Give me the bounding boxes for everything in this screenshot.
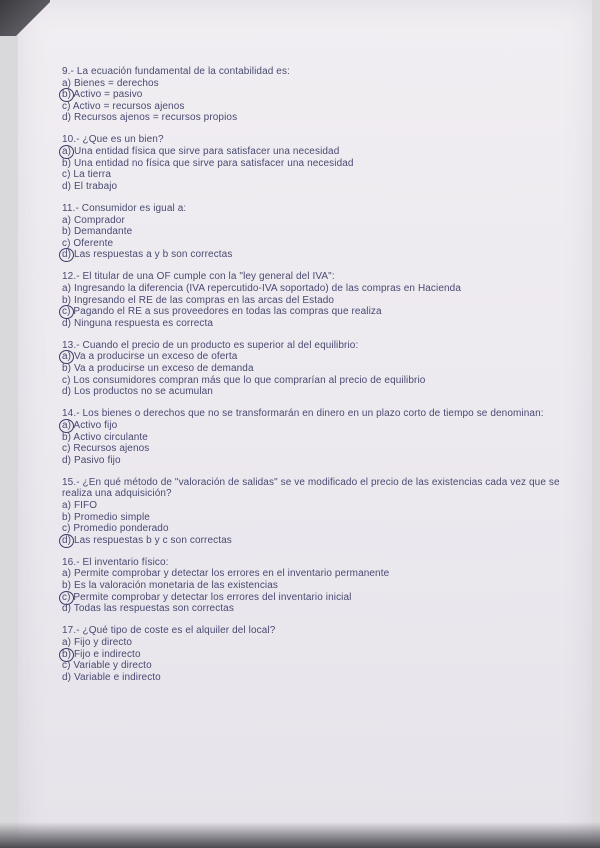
option-d: d) El trabajo [62,180,118,192]
question-text: 12.- El titular de una OF cumple con la "ley general del IVA": [62,271,335,283]
question-text: 9.- La ecuación fundamental de la contabilidad es: [62,66,290,77]
option-d: d) Todas las respuestas son correctas [62,603,234,615]
question-15 [62,477,570,547]
question-11 [62,203,570,261]
question-13 [62,340,570,398]
question-text: 10.- ¿Que es un bien? [62,134,164,146]
option-a: a) Fijo y directo [62,636,133,648]
option-d: d) Recursos ajenos = recursos propios [62,112,238,124]
bottom-edge-shadow [0,822,600,848]
option-d: d) Pasivo fijo [62,454,121,466]
question-17 [62,625,570,683]
option-b: b) Es la valoración monetaria de las existencias [62,580,279,592]
option-a-circled: a) Activo fijo [62,420,570,432]
option-b: b) Ingresando el RE de las compras en las arcas del Estado [62,294,335,306]
option-c: c) Promedio ponderado [62,523,169,535]
question-10 [62,134,570,192]
question-9 [62,66,570,124]
option-b-circled: b) Fijo e indirecto [62,649,570,661]
option-d: d) Los productos no se acumulan [62,386,213,398]
option-c: c) Activo = recursos ajenos [62,100,185,112]
option-a-circled: a) Va a producirse un exceso de oferta [62,351,570,363]
option-a: a) FIFO [62,500,98,511]
question-16 [62,557,570,615]
option-c: c) La tierra [62,169,111,181]
option-c: c) Oferente [62,237,114,249]
question-text: 14.- Los bienes o derechos que no se transformarán en dinero en un plazo corto de tiempo se denominan: [62,408,544,420]
option-b: b) Va a producirse un exceso de demanda [62,363,254,375]
option-c: c) Variable y directo [62,660,152,672]
question-14 [62,408,570,466]
option-b-circled: b) Activo = pasivo [62,89,570,101]
option-b: b) Promedio simple [62,511,150,523]
question-text: 16.- El inventario físico: [62,556,169,568]
option-b: b) Demandante [62,226,133,238]
option-b: b) Activo circulante [62,431,148,443]
exam-content [62,66,570,694]
question-text: 11.- Consumidor es igual a: [62,202,187,214]
option-c-circled: c) Permite comprobar y detectar los errores del inventario inicial [62,592,570,604]
question-text: 13.- Cuando el precio de un producto es superior al del equilibrio: [62,339,359,351]
option-d: d) Ninguna respuesta es correcta [62,317,214,329]
option-a: a) Bienes = derechos [62,77,159,89]
option-d: d) Variable e indirecto [62,671,161,683]
option-c-circled: c) Pagando el RE a sus proveedores en todas las compras que realiza [62,306,570,318]
option-a-circled: a) Una entidad física que sirve para satisfacer una necesidad [62,146,570,158]
option-a: a) Permite comprobar y detectar los errores en el inventario permanente [62,568,390,580]
option-c: c) Recursos ajenos [62,443,150,455]
option-a: a) Comprador [62,214,125,226]
option-a: a) Ingresando la diferencia (IVA repercutido-IVA soportado) de las compras en Hacienda [62,283,462,294]
question-12 [62,271,570,329]
option-d-circled: d) Las respuestas b y c son correctas [62,535,570,547]
option-c: c) Los consumidores compran más que lo que comprarían al precio de equilibrio [62,374,426,386]
page-corner-shadow [0,0,50,36]
question-text: 15.- ¿En qué método de "valoración de salidas" se ve modificado el precio de las existencias cada vez que se realiza una adquisición? [62,476,560,500]
question-text: 17.- ¿Qué tipo de coste es el alquiler del local? [62,625,276,637]
option-d-circled: d) Las respuestas a y b son correctas [62,249,570,261]
option-b: b) Una entidad no física que sirve para satisfacer una necesidad [62,157,354,169]
